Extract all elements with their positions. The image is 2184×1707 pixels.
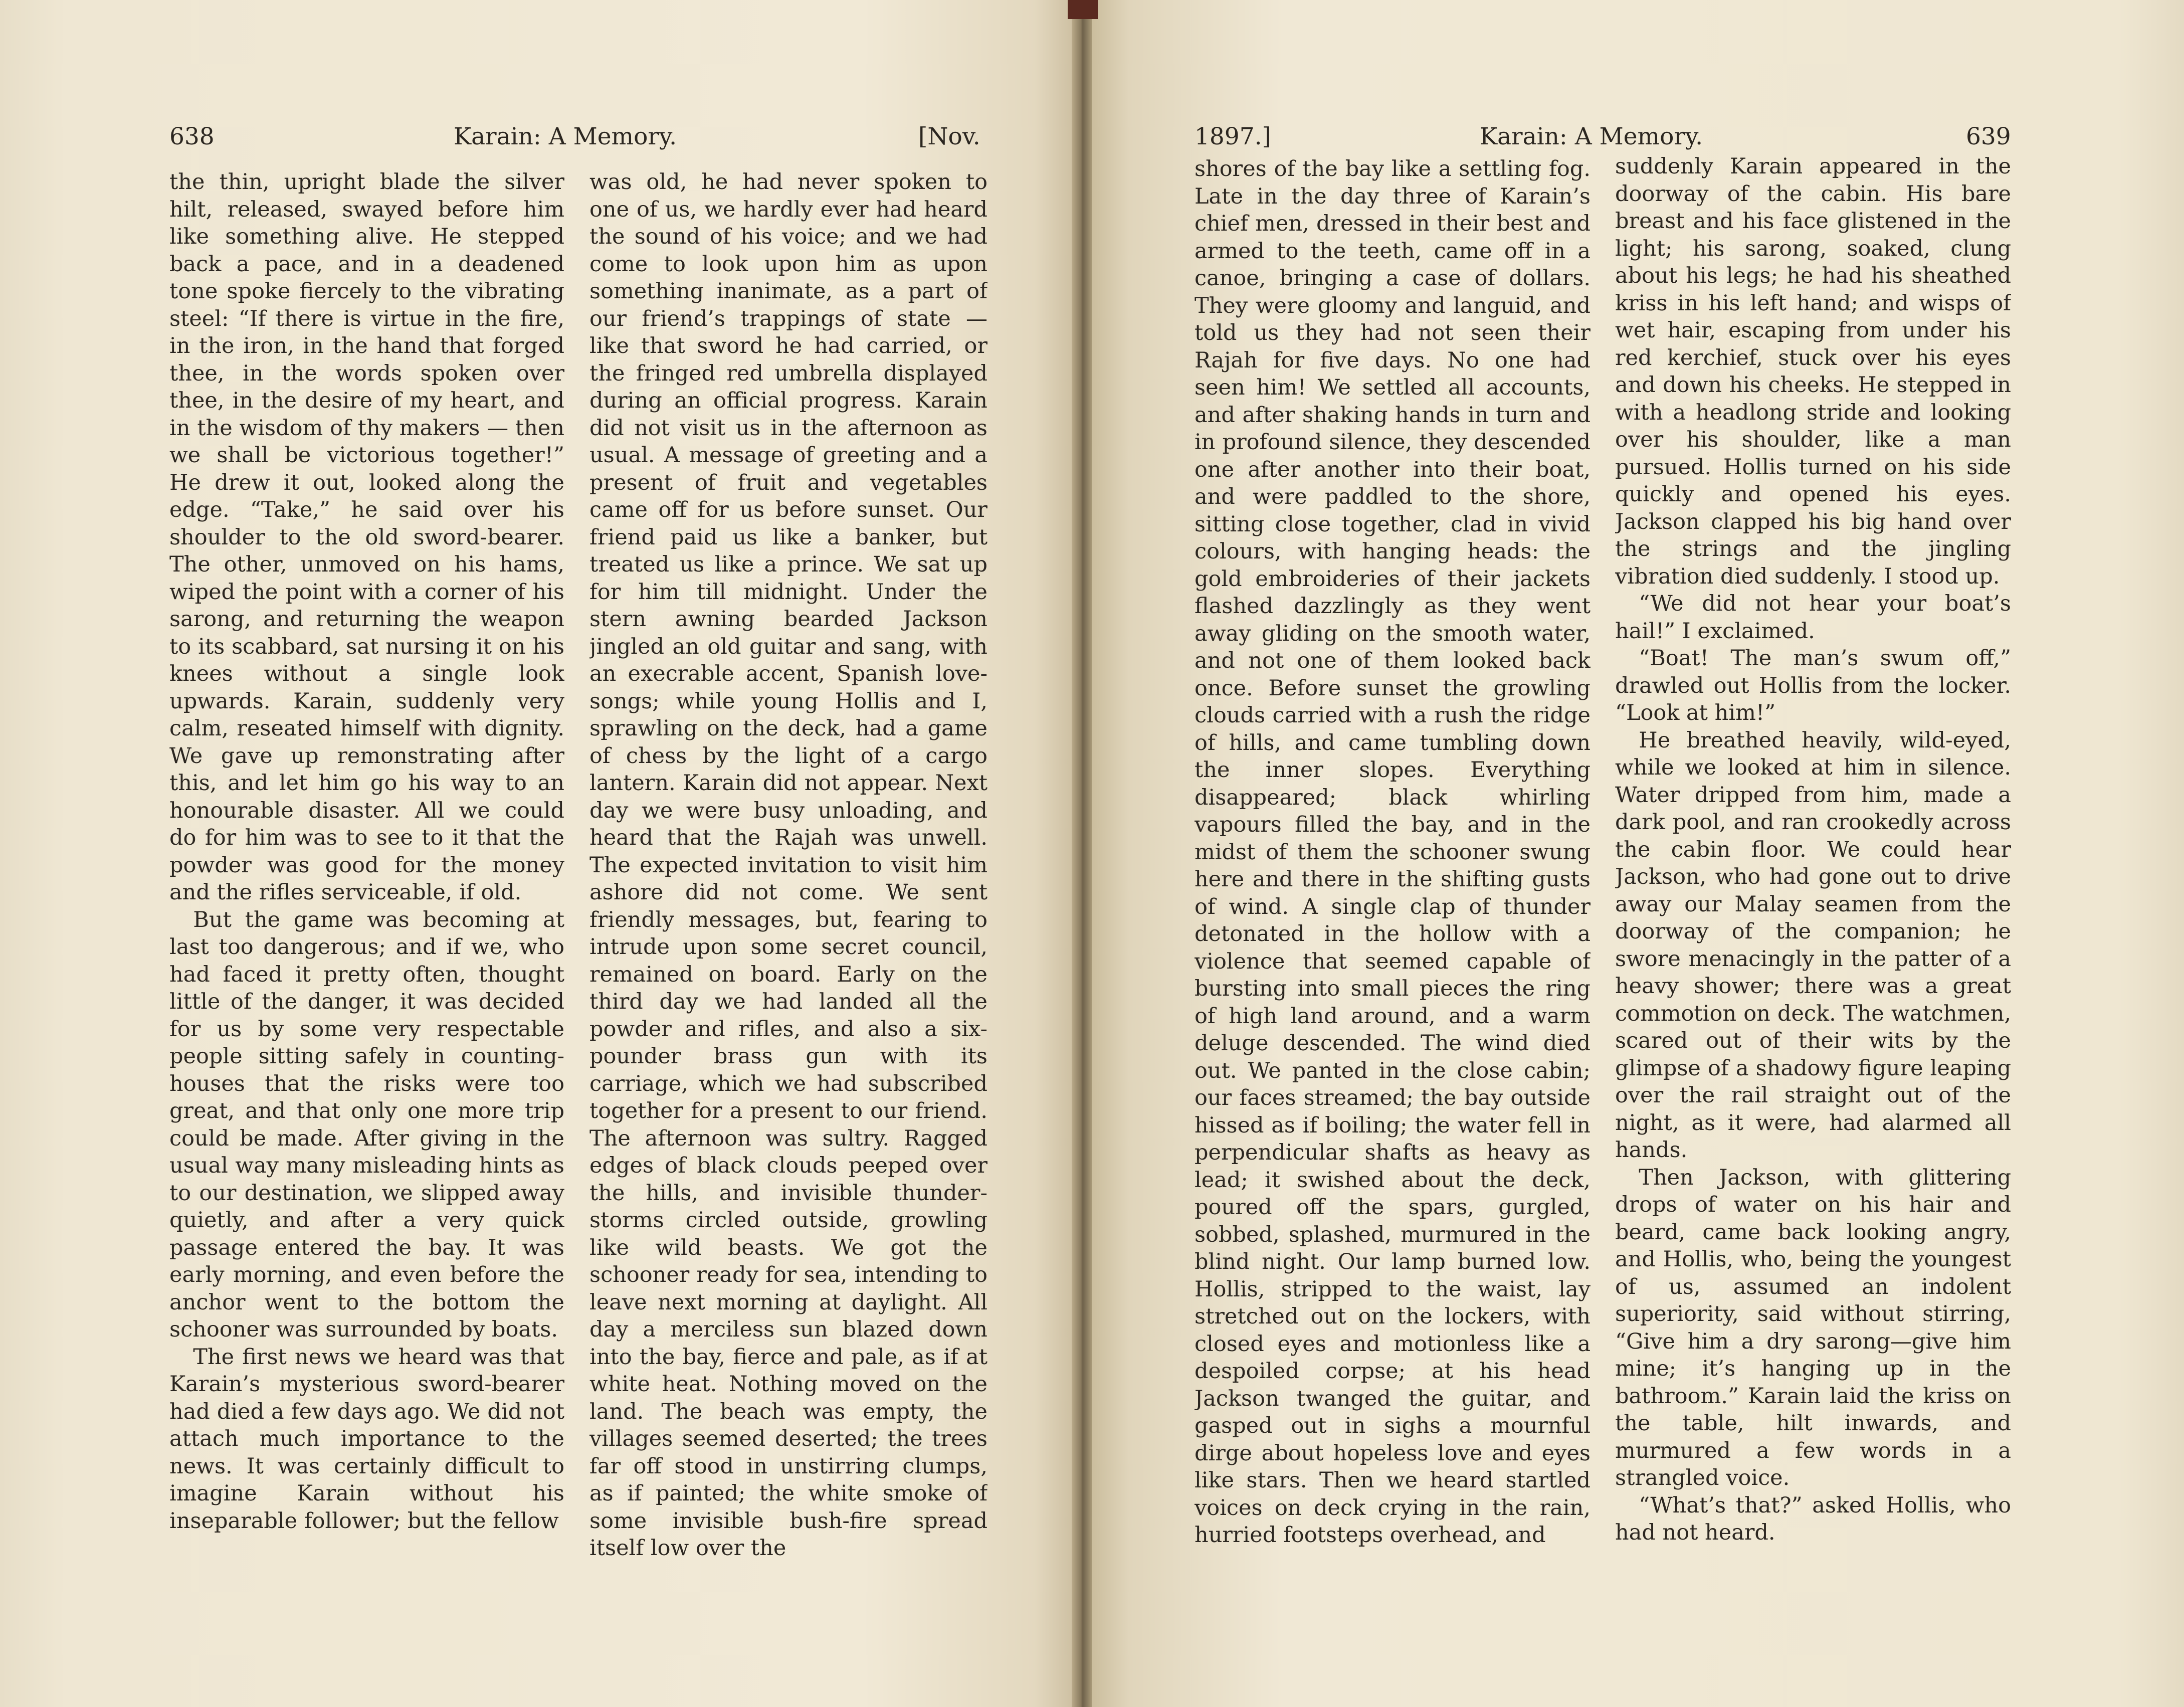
text-column (169, 168, 564, 1601)
paragraph: Then Jackson, with glittering drops of water on his hair and beard, came back looking angry, and Hollis, who, being the youngest of us, assumed an indolent superiority, said without stirring, “Give him a dry sarong—give him mine; it’s hanging up in the bathroom.” Karain laid the kriss on the table, hilt inwards, and murmured a few words in a strangled voice. (1615, 1165, 2011, 1490)
paragraph: But the game was becoming at last too dangerous; and if we, who had faced it pretty often, thought little of the danger, it was decided for us by some very respectable people sitting safely in counting-houses that the risks were too great, and that only one more trip could be made. After giving in the usual way many misleading hints as to our destination, we slipped away quietly, and after a very quick passage entered the bay. It was early morning, and even before the anchor went to the bottom the schooner was surrounded by boats. (169, 907, 564, 1342)
paragraph: “What’s that?” asked Hollis, who had not heard. (1615, 1492, 2011, 1545)
paragraph: “We did not hear your boat’s hail!” I exclaimed. (1615, 591, 2011, 644)
book-spine (1068, 0, 1098, 19)
paragraph: “Boat! The man’s swum off,” drawled out Hollis from the locker. “Look at him!” (1615, 646, 2011, 725)
page-number: 639 (1966, 123, 2011, 150)
issue-date: [Nov. (918, 123, 980, 150)
issue-date: 1897.] (1195, 123, 1271, 150)
text-column (589, 168, 987, 1601)
paragraph: The first news we heard was that Karain’s mysterious sword-bearer had died a few days ago. We did not attach much importance to the news. It was certainly difficult to imagine Karain without his inseparable follower; but the fellow (169, 1344, 564, 1534)
text-column (1615, 153, 2011, 1577)
paragraph: suddenly Karain appeared in the doorway of the cabin. His bare breast and his face glistened in the light; his sarong, soaked, clung about his legs; he had his sheathed kriss in his left hand; and wisps of wet hair, escaping from under his red kerchief, stuck over his eyes and down his cheeks. He stepped in with a headlong stride and looking over his shoulder, like a man pursued. Hollis turned on his side quickly and opened his eyes. Jackson clapped his big hand over the strings and the jingling vibration died suddenly. I stood up. (1615, 154, 2011, 589)
paragraph: He breathed heavily, wild-eyed, while we looked at him in silence. Water dripped from him, made a dark pool, and ran crookedly across the cabin floor. We could hear Jackson, who had gone out to drive away our Malay seamen from the doorway of the companion; he swore menacingly in the patter of a heavy shower; there was a great commotion on deck. The watchmen, scared out of their wits by the glimpse of a shadowy figure leaping over the rail straight out of the night, as it were, had alarmed all hands. (1615, 727, 2011, 1163)
page-number: 638 (169, 123, 215, 150)
running-title: Karain: A Memory. (1480, 123, 1703, 150)
book-gutter (1072, 0, 1092, 1707)
paragraph: the thin, upright blade the silver hilt, released, swayed before him like something alive. He stepped back a pace, and in a deadened tone spoke fiercely to the vibrating steel: “If there is virtue in the fire, in the iron, in the hand that forged thee, in the words spoken over thee, in the desire of my heart, and in the wisdom of thy makers — then we shall be victorious together!” He drew it out, looked along the edge. “Take,” he said over his shoulder to the old sword-bearer. The other, unmoved on his hams, wiped the point with a corner of his sarong, and returning the weapon to its scabbard, sat nursing it on his knees without a single look upwards. Karain, suddenly very calm, reseated himself with dignity. We gave up remonstrating after this, and let him go his way to an honourable disaster. All we could do for him was to see to it that the powder was good for the money and the rifles serviceable, if old. (169, 169, 564, 905)
paragraph: shores of the bay like a settling fog. Late in the day three of Karain’s chief men, dressed in their best and armed to the teeth, came off in a canoe, bringing a case of dollars. They were gloomy and languid, and told us they had not seen their Rajah for five days. No one had seen him! We settled all accounts, and after shaking hands in turn and in profound silence, they descended one after another into their boat, and were paddled to the shore, sitting close together, clad in vivid colours, with hanging heads: the gold embroideries of their jackets flashed dazzlingly as they went away gliding on the smooth water, and not one of them looked back once. Before sunset the growling clouds carried with a rush the ridge of hills, and came tumbling down the inner slopes. Everything disappeared; black whirling vapours filled the bay, and in the midst of them the schooner swung here and there in the shifting gusts of wind. A single clap of thunder detonated in the hollow with a violence that seemed capable of bursting into small pieces the ring of high land around, and a warm deluge descended. The wind died out. We panted in the close cabin; our faces streamed; the bay outside hissed as if boiling; the water fell in perpendicular shafts as heavy as lead; it swished about the deck, poured off the spars, gurgled, sobbed, splashed, murmured in the blind night. Our lamp burned low. Hollis, stripped to the waist, lay stretched out on the lockers, with closed eyes and motionless like a despoiled corpse; at his head Jackson twanged the guitar, and gasped out in sighs a mournful dirge about hopeless love and eyes like stars. Then we heard startled voices on deck crying in the rain, hurried footsteps overhead, and (1195, 156, 1591, 1548)
text-column (1195, 155, 1591, 1579)
running-title: Karain: A Memory. (454, 123, 677, 150)
paragraph: was old, he had never spoken to one of us, we hardly ever had heard the sound of his voice; and we had come to look upon him as upon something inanimate, as a part of our friend’s trappings of state — like that sword he had carried, or the fringed red umbrella displayed during an official progress. Karain did not visit us in the afternoon as usual. A message of greeting and a present of fruit and vegetables came off for us before sunset. Our friend paid us like a banker, but treated us like a prince. We sat up for him till midnight. Under the stern awning bearded Jackson jingled an old guitar and sang, with an execrable accent, Spanish love-songs; while young Hollis and I, sprawling on the deck, had a game of chess by the light of a cargo lantern. Karain did not appear. Next day we were busy unloading, and heard that the Rajah was unwell. The expected invitation to visit him ashore did not come. We sent friendly messages, but, fearing to intrude upon some secret council, remained on board. Early on the third day we had landed all the powder and rifles, and also a six-pounder brass gun with its carriage, which we had subscribed together for a present to our friend. The afternoon was sultry. Ragged edges of black clouds peeped over the hills, and invisible thunder-storms circled outside, growling like wild beasts. We got the schooner ready for sea, intending to leave next morning at daylight. All day a merciless sun blazed down into the bay, fierce and pale, as if at white heat. Nothing moved on the land. The beach was empty, the villages seemed deserted; the trees far off stood in unstirring clumps, as if painted; the white smoke of some invisible bush-fire spread itself low over the (589, 169, 987, 1561)
right-page (1085, 0, 2184, 1707)
left-page (0, 0, 1078, 1707)
